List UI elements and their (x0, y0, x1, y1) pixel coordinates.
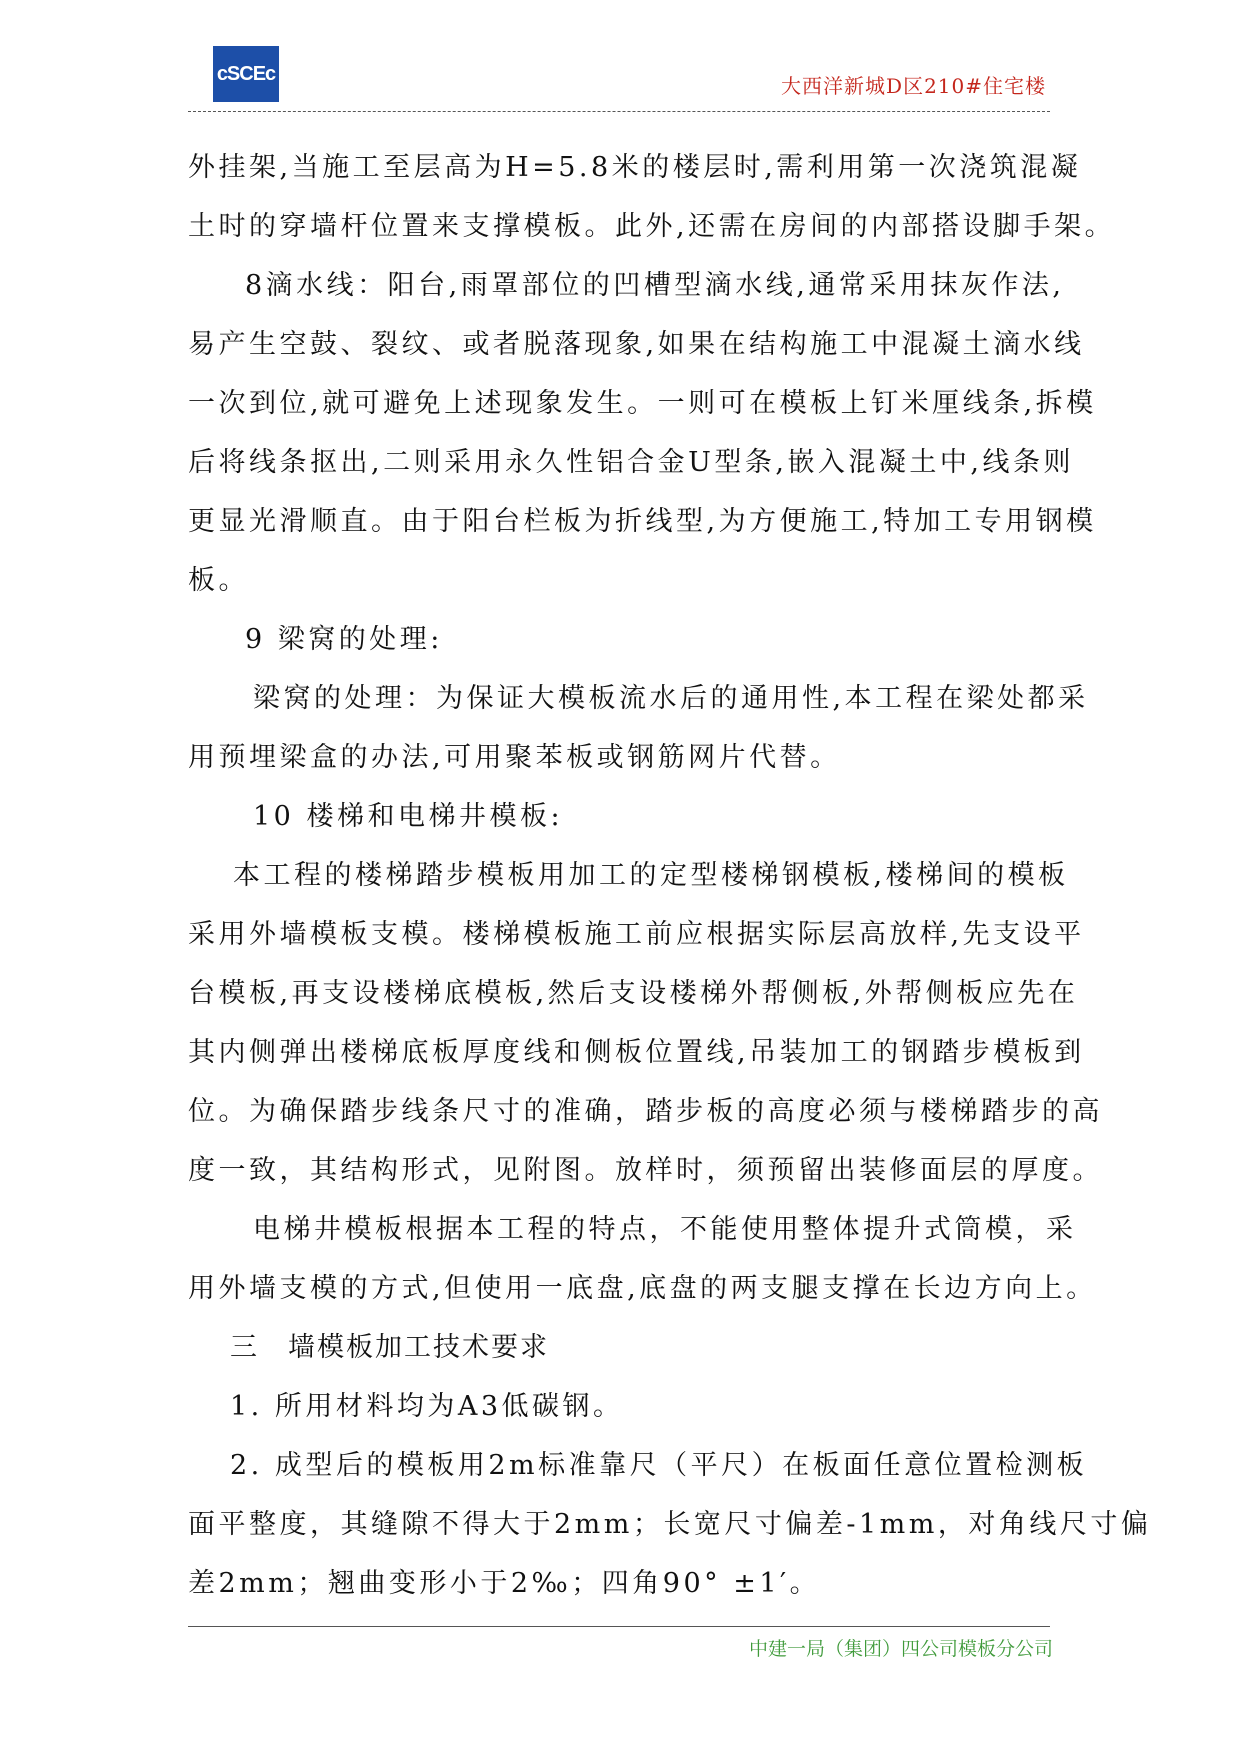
text-line: 位。为确保踏步线条尺寸的准确，踏步板的高度必须与楼梯踏步的高 (188, 1096, 1103, 1127)
list-item: 1. 所用材料均为A3低碳钢。 (230, 1391, 624, 1422)
text-line: 本工程的楼梯踏步模板用加工的定型楼梯钢模板,楼梯间的模板 (233, 860, 1069, 891)
list-item: 2. 成型后的模板用2m标准靠尺（平尺）在板面任意位置检测板 (230, 1450, 1088, 1481)
text-line: 土时的穿墙杆位置来支撑模板。此外,还需在房间的内部搭设脚手架。 (188, 211, 1116, 242)
section-heading: 9 梁窝的处理: (245, 624, 443, 655)
text-line: 度一致，其结构形式，见附图。放样时，须预留出装修面层的厚度。 (188, 1155, 1103, 1186)
document-body (188, 138, 1152, 1613)
text-line: 面平整度，其缝隙不得大于2mm；长宽尺寸偏差-1mm，对角线尺寸偏 (188, 1509, 1152, 1540)
text-line: 台模板,再支设楼梯底模板,然后支设楼梯外帮侧板,外帮侧板应先在 (188, 978, 1079, 1009)
text-line: 用预埋梁盒的办法,可用聚苯板或钢筋网片代替。 (188, 742, 841, 773)
text-line: 外挂架,当施工至层高为H=5.8米的楼层时,需利用第一次浇筑混凝 (188, 152, 1082, 183)
text-line: 后将线条抠出,二则采用永久性铝合金U型条,嵌入混凝土中,线条则 (188, 447, 1075, 478)
text-line: 梁窝的处理：为保证大模板流水后的通用性,本工程在梁处都采 (253, 683, 1089, 714)
footer-company: 中建一局（集团）四公司模板分公司 (748, 1638, 1053, 1660)
text-line: 其内侧弹出楼梯底板厚度线和侧板位置线,吊装加工的钢踏步模板到 (188, 1037, 1085, 1068)
logo-text: cSCEc (216, 63, 276, 85)
company-logo (213, 46, 279, 102)
text-line: 更显光滑顺直。由于阳台栏板为折线型,为方便施工,特加工专用钢模 (188, 506, 1097, 537)
text-line: 一次到位,就可避免上述现象发生。一则可在模板上钉米厘线条,拆模 (188, 388, 1097, 419)
section-heading: 三 墙模板加工技术要求 (230, 1332, 549, 1363)
header-divider (188, 111, 1050, 112)
text-line: 板。 (188, 565, 249, 596)
text-line: 8滴水线：阳台,雨罩部位的凹槽型滴水线,通常采用抹灰作法, (245, 270, 1065, 301)
text-line: 电梯井模板根据本工程的特点，不能使用整体提升式筒模，采 (253, 1214, 1077, 1245)
text-line: 采用外墙模板支模。楼梯模板施工前应根据实际层高放样,先支设平 (188, 919, 1085, 950)
text-line: 用外墙支模的方式,但使用一底盘,底盘的两支腿支撑在长边方向上。 (188, 1273, 1097, 1304)
text-line: 易产生空鼓、裂纹、或者脱落现象,如果在结构施工中混凝土滴水线 (188, 329, 1085, 360)
footer-divider (188, 1626, 1050, 1627)
text-line: 差2mm；翘曲变形小于2‰；四角90° ±1′。 (188, 1568, 821, 1599)
project-title: 大西洋新城D区210#住宅楼 (781, 74, 1046, 98)
section-heading: 10 楼梯和电梯井模板: (253, 801, 564, 832)
